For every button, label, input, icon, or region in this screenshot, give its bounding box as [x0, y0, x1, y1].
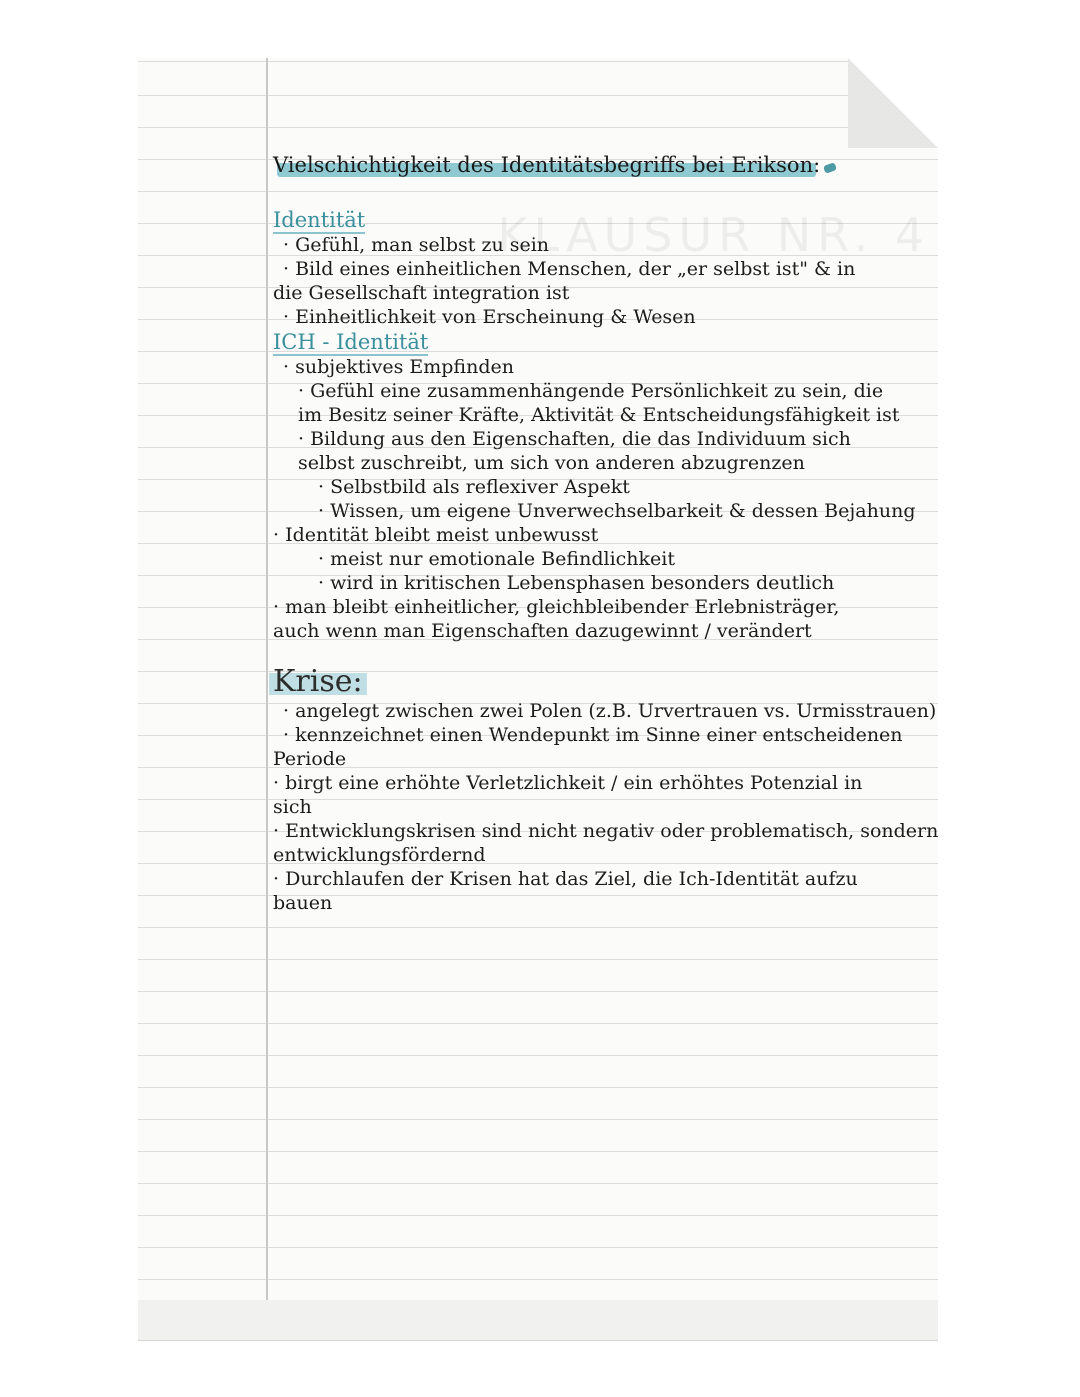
- line: · Einheitlichkeit von Erscheinung & Wesen: [283, 306, 696, 328]
- krise-highlight: [273, 665, 363, 699]
- line: · meist nur emotionale Befindlichkeit: [318, 548, 675, 570]
- margin-line: [266, 58, 268, 1340]
- line: · Wissen, um eigene Unverwechselbarkeit & dessen Bejahung: [318, 500, 916, 522]
- handwritten-notes: [273, 153, 938, 915]
- line: · kennzeichnet einen Wendepunkt im Sinne einer entscheidenen: [283, 724, 903, 746]
- line: · Identität bleibt meist unbewusst: [273, 524, 599, 546]
- line: sich: [273, 796, 312, 818]
- line: · subjektives Empfinden: [283, 356, 514, 378]
- line: · Gefühl eine zusammenhängende Persönlichkeit zu sein, die: [298, 380, 884, 402]
- line: · angelegt zwischen zwei Polen (z.B. Urvertrauen vs. Urmisstrauen): [283, 700, 937, 722]
- line: · Entwicklungskrisen sind nicht negativ oder problematisch, sondern: [273, 820, 938, 842]
- heading-ich-identitaet: ICH - Identität: [273, 330, 429, 354]
- line: · Selbstbild als reflexiver Aspekt: [318, 476, 630, 498]
- line: selbst zuschreibt, um sich von anderen abzugrenzen: [298, 452, 805, 474]
- highlighter-mark-icon: [823, 162, 837, 174]
- line: Periode: [273, 748, 347, 770]
- heading-identitaet: Identität: [273, 208, 366, 232]
- notebook-page: [138, 58, 938, 1341]
- line: · Bild eines einheitlichen Menschen, der „er selbst ist" & in: [283, 258, 856, 280]
- line: im Besitz seiner Kräfte, Aktivität & Entscheidungsfähigkeit ist: [298, 404, 900, 426]
- page-title-highlight: [273, 153, 836, 177]
- bleed-through-text: KLAUSUR NR. 4: [497, 208, 930, 262]
- line: · Bildung aus den Eigenschaften, die das Individuum sich: [298, 428, 851, 450]
- line: · Gefühl, man selbst zu sein: [283, 234, 550, 256]
- heading-krise: Krise:: [273, 664, 363, 699]
- page-corner-fold: [848, 58, 938, 148]
- line: auch wenn man Eigenschaften dazugewinnt / verändert: [273, 620, 812, 642]
- line: · man bleibt einheitlicher, gleichbleibender Erlebnisträger,: [273, 596, 840, 618]
- line: · birgt eine erhöhte Verletzlichkeit / ein erhöhtes Potenzial in: [273, 772, 863, 794]
- line: · Durchlaufen der Krisen hat das Ziel, die Ich-Identität aufzu: [273, 868, 858, 890]
- line: die Gesellschaft integration ist: [273, 282, 570, 304]
- line: · wird in kritischen Lebensphasen besonders deutlich: [318, 572, 835, 594]
- line: entwicklungsfördernd: [273, 844, 486, 866]
- page-title: Vielschichtigkeit des Identitätsbegriffs bei Erikson:: [273, 153, 836, 177]
- line: bauen: [273, 892, 333, 914]
